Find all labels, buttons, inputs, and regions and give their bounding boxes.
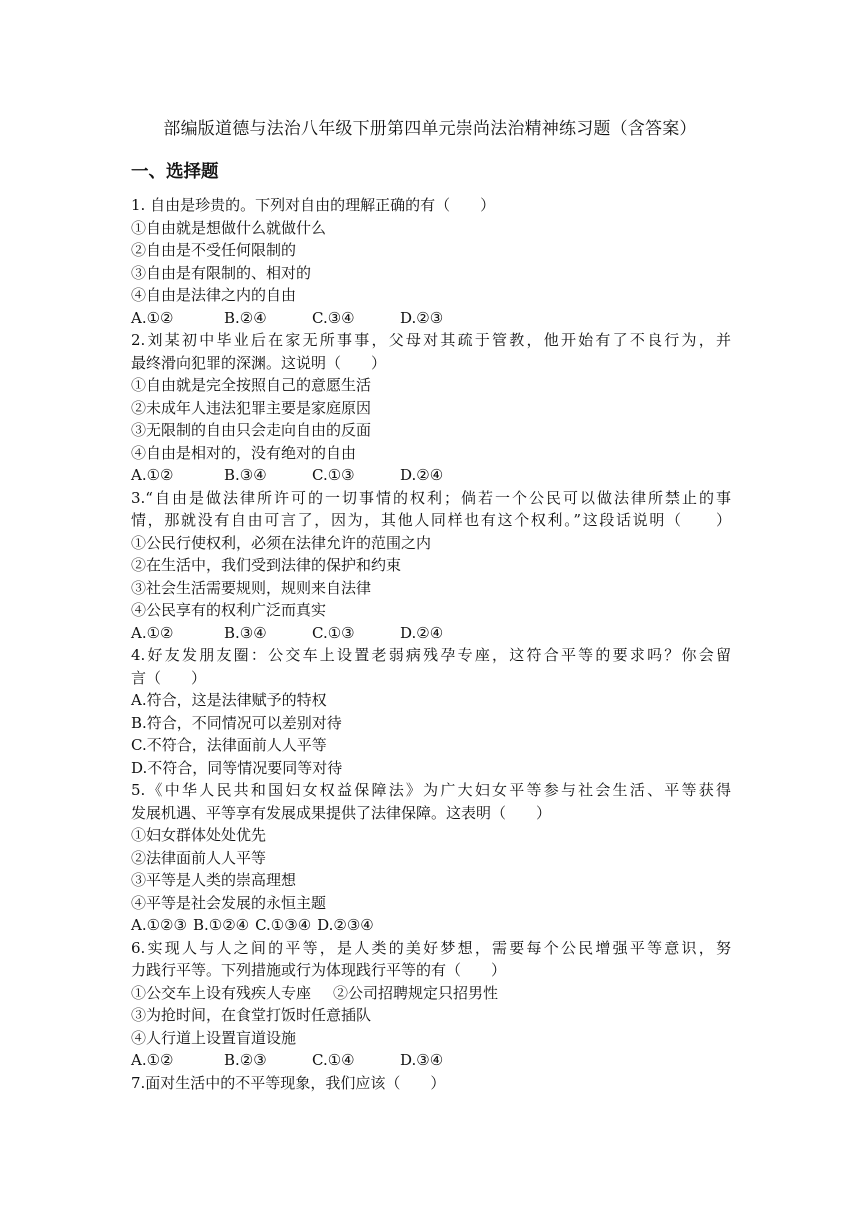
option-a: A.符合，这是法律赋予的特权 [131, 691, 327, 709]
statement-item: ①公交车上设有残疾人专座 [131, 983, 312, 1002]
statement-item: ①自由就是完全按照自己的意愿生活 [131, 376, 372, 394]
answer-options [131, 307, 731, 330]
statement-item: ②公司招聘规定只招男性 [333, 983, 499, 1002]
statement-item: ④自由是相对的，没有绝对的自由 [131, 443, 357, 462]
question-stem: 3.“自由是做法律所许可的一切事情的权利；倘若一个公民可以做法律所禁止的事 [131, 488, 731, 507]
option-d: D.不符合，同等情况要同等对待 [131, 758, 343, 777]
question-list [131, 194, 731, 1094]
question-stem: 言（ ） [131, 668, 207, 687]
question-stem: 4.好友发朋友圈：公交车上设置老弱病残孕专座，这符合平等的要求吗？你会留 [131, 646, 731, 664]
question-7 [131, 1072, 731, 1095]
option-b: B.③④ [224, 623, 267, 642]
option-b: B.①②④ [192, 916, 250, 934]
statement-item: ③无限制的自由只会走向自由的反面 [131, 421, 372, 439]
option-d: D.③④ [400, 1051, 444, 1069]
statement-item: ②自由是不受任何限制的 [131, 241, 297, 259]
question-5 [131, 779, 731, 937]
statement-item: ①公民行使权利，必须在法律允许的范围之内 [131, 533, 432, 552]
document-title: 部编版道德与法治八年级下册第四单元崇尚法治精神练习题（含答案） [163, 119, 697, 139]
answer-options [131, 464, 731, 487]
answer-options [131, 622, 731, 645]
option-d: D.②④ [400, 623, 444, 642]
option-a: A.①② [131, 466, 174, 484]
option-a: A.①② [131, 623, 174, 642]
question-stem: 情，那就没有自由可言了，因为，其他人同样也有这个权利。”这段话说明（ ） [131, 511, 731, 529]
question-2 [131, 329, 731, 487]
statement-item: ④人行道上设置盲道设施 [131, 1028, 297, 1047]
statement-item: ①妇女群体处处优先 [131, 826, 267, 844]
statement-item: ②在生活中，我们受到法律的保护和约束 [131, 556, 402, 574]
option-b: B.符合，不同情况可以差别对待 [131, 713, 342, 732]
option-a: A.①② [131, 308, 174, 327]
option-b: B.③④ [224, 466, 267, 484]
statement-item: ②未成年人违法犯罪主要是家庭原因 [131, 398, 372, 417]
question-6 [131, 937, 731, 1072]
statement-item: ③社会生活需要规则，规则来自法律 [131, 578, 372, 597]
statement-item: ④自由是法律之内的自由 [131, 286, 297, 304]
question-stem: 6.实现人与人之间的平等，是人类的美好梦想，需要每个公民增强平等意识，努 [131, 938, 731, 957]
answer-options [131, 914, 731, 937]
statement-item: ③自由是有限制的、相对的 [131, 263, 312, 282]
option-c: C.①③④ [255, 916, 312, 934]
option-b: B.②④ [224, 308, 267, 327]
option-a: A.①②③ [131, 916, 187, 934]
option-c: C.③④ [312, 308, 355, 327]
statement-row [131, 982, 731, 1005]
statement-item: ④公民享有的权利广泛而真实 [131, 601, 327, 619]
answer-options [131, 1049, 731, 1072]
option-d: D.②④ [400, 466, 444, 484]
statement-item: ④平等是社会发展的永恒主题 [131, 893, 327, 912]
option-c: C.①④ [312, 1051, 355, 1069]
question-stem: 最终滑向犯罪的深渊。这说明（ ） [131, 353, 387, 372]
question-stem: 1. 自由是珍贵的。下列对自由的理解正确的有（ ） [131, 196, 496, 214]
question-stem: 7.面对生活中的不平等现象，我们应该（ ） [131, 1073, 446, 1092]
question-1 [131, 194, 731, 329]
option-c: C.①③ [312, 623, 355, 642]
section-heading: 一、选择题 [131, 162, 219, 182]
question-stem: 发展机遇、平等享有发展成果提供了法律保障。这表明（ ） [131, 803, 552, 822]
option-c: C.①③ [312, 466, 355, 484]
statement-item: ②法律面前人人平等 [131, 848, 267, 867]
option-c: C.不符合，法律面前人人平等 [131, 736, 327, 754]
option-d: D.②③ [400, 308, 444, 327]
statement-item: ③为抢时间，在食堂打饭时任意插队 [131, 1006, 372, 1024]
question-stem: 5.《中华人民共和国妇女权益保障法》为广大妇女平等参与社会生活、平等获得 [131, 781, 731, 799]
statement-item: ①自由就是想做什么就做什么 [131, 218, 327, 237]
question-3 [131, 487, 731, 645]
question-stem: 力践行平等。下列措施或行为体现践行平等的有（ ） [131, 961, 507, 979]
option-b: B.②③ [224, 1051, 267, 1069]
statement-item: ③平等是人类的崇高理想 [131, 871, 297, 889]
option-a: A.①② [131, 1051, 174, 1069]
option-d: D.②③④ [317, 916, 374, 934]
question-4 [131, 644, 731, 779]
question-stem: 2.刘某初中毕业后在家无所事事，父母对其疏于管教，他开始有了不良行为，并 [131, 331, 731, 349]
